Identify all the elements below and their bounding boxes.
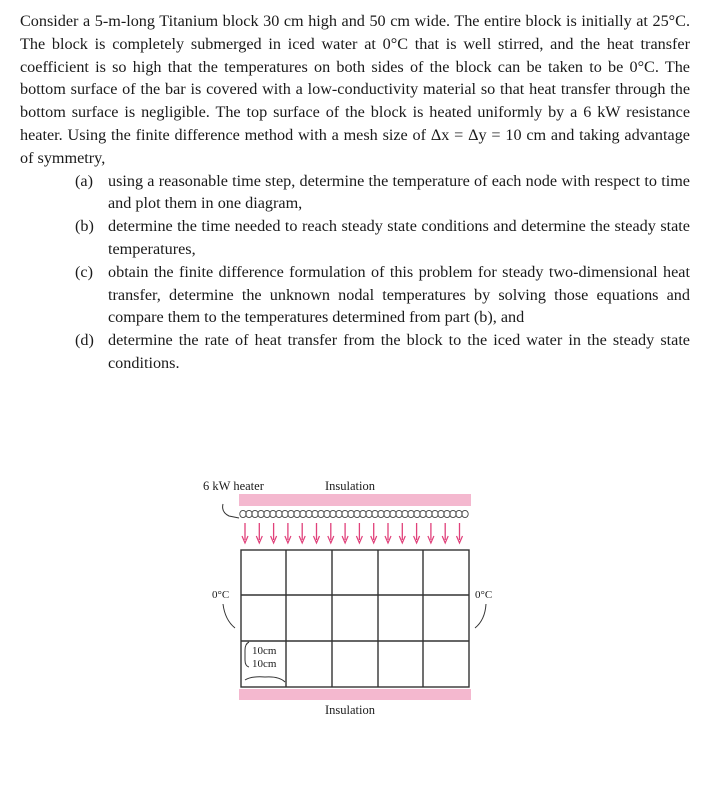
heater-coil-loop [456, 510, 462, 517]
problem-intro: Consider a 5-m-long Titanium block 30 cm high and 50 cm wide. The entire block is initially at 25°C. The block is completely submerged in iced water at 0°C that is well stirred, and the heat transfer coefficient is so high that the temperatures on both sides of the block can be taken to be 0°C. The bottom surface of the bar is covered with a low-conductivity material so that heat transfer through the bottom surface is negligible. The top surface of the block is heated uniformly by a 6 kW resistance heater. Using the finite difference method with a mesh size of Δx = Δy = 10 cm and taking advantage of symmetry, [20, 12, 690, 167]
heat-flux-arrow [342, 523, 348, 543]
heater-coil-loop [240, 510, 246, 517]
mesh-dy-bracket [245, 642, 249, 667]
heat-flux-arrow [442, 523, 448, 543]
heater-coil-loop [366, 510, 372, 517]
heater-coil-loop [252, 510, 258, 517]
heater-coil-loop [450, 510, 456, 517]
heater-coil-loop [342, 510, 348, 517]
heater-coil-loop [276, 510, 282, 517]
heater-coil-loop [372, 510, 378, 517]
heater-leader-line [223, 504, 239, 518]
part-d-tag: (d) [75, 331, 94, 350]
part-a-tag: (a) [75, 171, 93, 190]
heater-coil-loop [420, 510, 426, 517]
heater-coil-loop [324, 510, 330, 517]
heater-coil-loop [294, 510, 300, 517]
heater-coil-loop [354, 510, 360, 517]
part-d [20, 329, 690, 375]
part-a-text: using a reasonable time step, determine the temperature of each node with respect to time and plot them in one diagram, [108, 171, 690, 213]
heat-flux-arrow [371, 523, 377, 543]
heater-coil-loop [444, 510, 450, 517]
mesh-dy-label: 10cm [252, 658, 277, 670]
part-d-text: determine the rate of heat transfer from the block to the iced water in the steady state conditions. [108, 331, 690, 372]
heater-coil-loop [312, 510, 318, 517]
part-c [20, 261, 690, 329]
heater-coil-loop [318, 510, 324, 517]
heater-coil-loop [288, 510, 294, 517]
heat-flux-arrow [285, 523, 291, 543]
heat-flux-arrow [356, 523, 362, 543]
heater-coil [240, 510, 468, 517]
bottom-insulation-strip [239, 689, 471, 700]
left-temp-label: 0°C [212, 589, 230, 601]
heater-coil-loop [408, 510, 414, 517]
heater-coil-loop [396, 510, 402, 517]
heater-coil-loop [390, 510, 396, 517]
heater-label: 6 kW heater [203, 479, 264, 493]
top-insulation-strip [239, 494, 471, 506]
heat-flux-arrow [385, 523, 391, 543]
heater-coil-loop [264, 510, 270, 517]
heater-coil-loop [300, 510, 306, 517]
heater-coil-loop [306, 510, 312, 517]
heater-coil-loop [258, 510, 264, 517]
problem-statement [20, 10, 690, 375]
right-temp-leader-line [475, 604, 486, 628]
part-b-tag: (b) [75, 217, 94, 236]
heater-coil-loop [270, 510, 276, 517]
right-temp-label: 0°C [475, 589, 493, 601]
heater-coil-loop [360, 510, 366, 517]
bottom-insulation-label: Insulation [325, 703, 375, 717]
heat-flux-arrow [399, 523, 405, 543]
heater-coil-loop [282, 510, 288, 517]
heat-flux-arrow [414, 523, 420, 543]
mesh-dx-bracket [245, 677, 285, 682]
heater-coil-loop [330, 510, 336, 517]
part-c-text: obtain the finite difference formulation of this problem for steady two-dimensional heat transfer, determine the unknown nodal temperatures by solving those equations and compare them to the temperatures determined from part (b), and [108, 262, 690, 327]
heat-flux-arrow [314, 523, 320, 543]
block-diagram [195, 470, 515, 720]
heater-coil-loop [378, 510, 384, 517]
heater-coil-loop [384, 510, 390, 517]
block-diagram-figure [195, 470, 515, 720]
part-c-tag: (c) [75, 262, 93, 281]
part-a [20, 170, 690, 216]
heater-coil-loop [246, 510, 252, 517]
top-insulation-label: Insulation [325, 479, 375, 493]
heater-coil-loop [336, 510, 342, 517]
heater-coil-loop [414, 510, 420, 517]
heater-coil-loop [402, 510, 408, 517]
heat-flux-arrow [242, 523, 248, 543]
heater-coil-loop [462, 510, 468, 517]
heat-flux-arrow [428, 523, 434, 543]
heat-flux-arrow [299, 523, 305, 543]
heater-coil-loop [432, 510, 438, 517]
heat-flux-arrow [457, 523, 463, 543]
heat-flux-arrow [256, 523, 262, 543]
part-b-text: determine the time needed to reach steady state conditions and determine the steady state temperatures, [108, 217, 690, 258]
heat-flux-arrow [328, 523, 334, 543]
heater-coil-loop [438, 510, 444, 517]
part-b [20, 215, 690, 261]
problem-parts [20, 170, 690, 375]
left-temp-leader-line [223, 604, 235, 628]
heater-coil-loop [426, 510, 432, 517]
heat-flux-arrow [271, 523, 277, 543]
heater-coil-loop [348, 510, 354, 517]
mesh-dx-label: 10cm [252, 645, 277, 657]
heat-flux-arrows [242, 523, 463, 543]
